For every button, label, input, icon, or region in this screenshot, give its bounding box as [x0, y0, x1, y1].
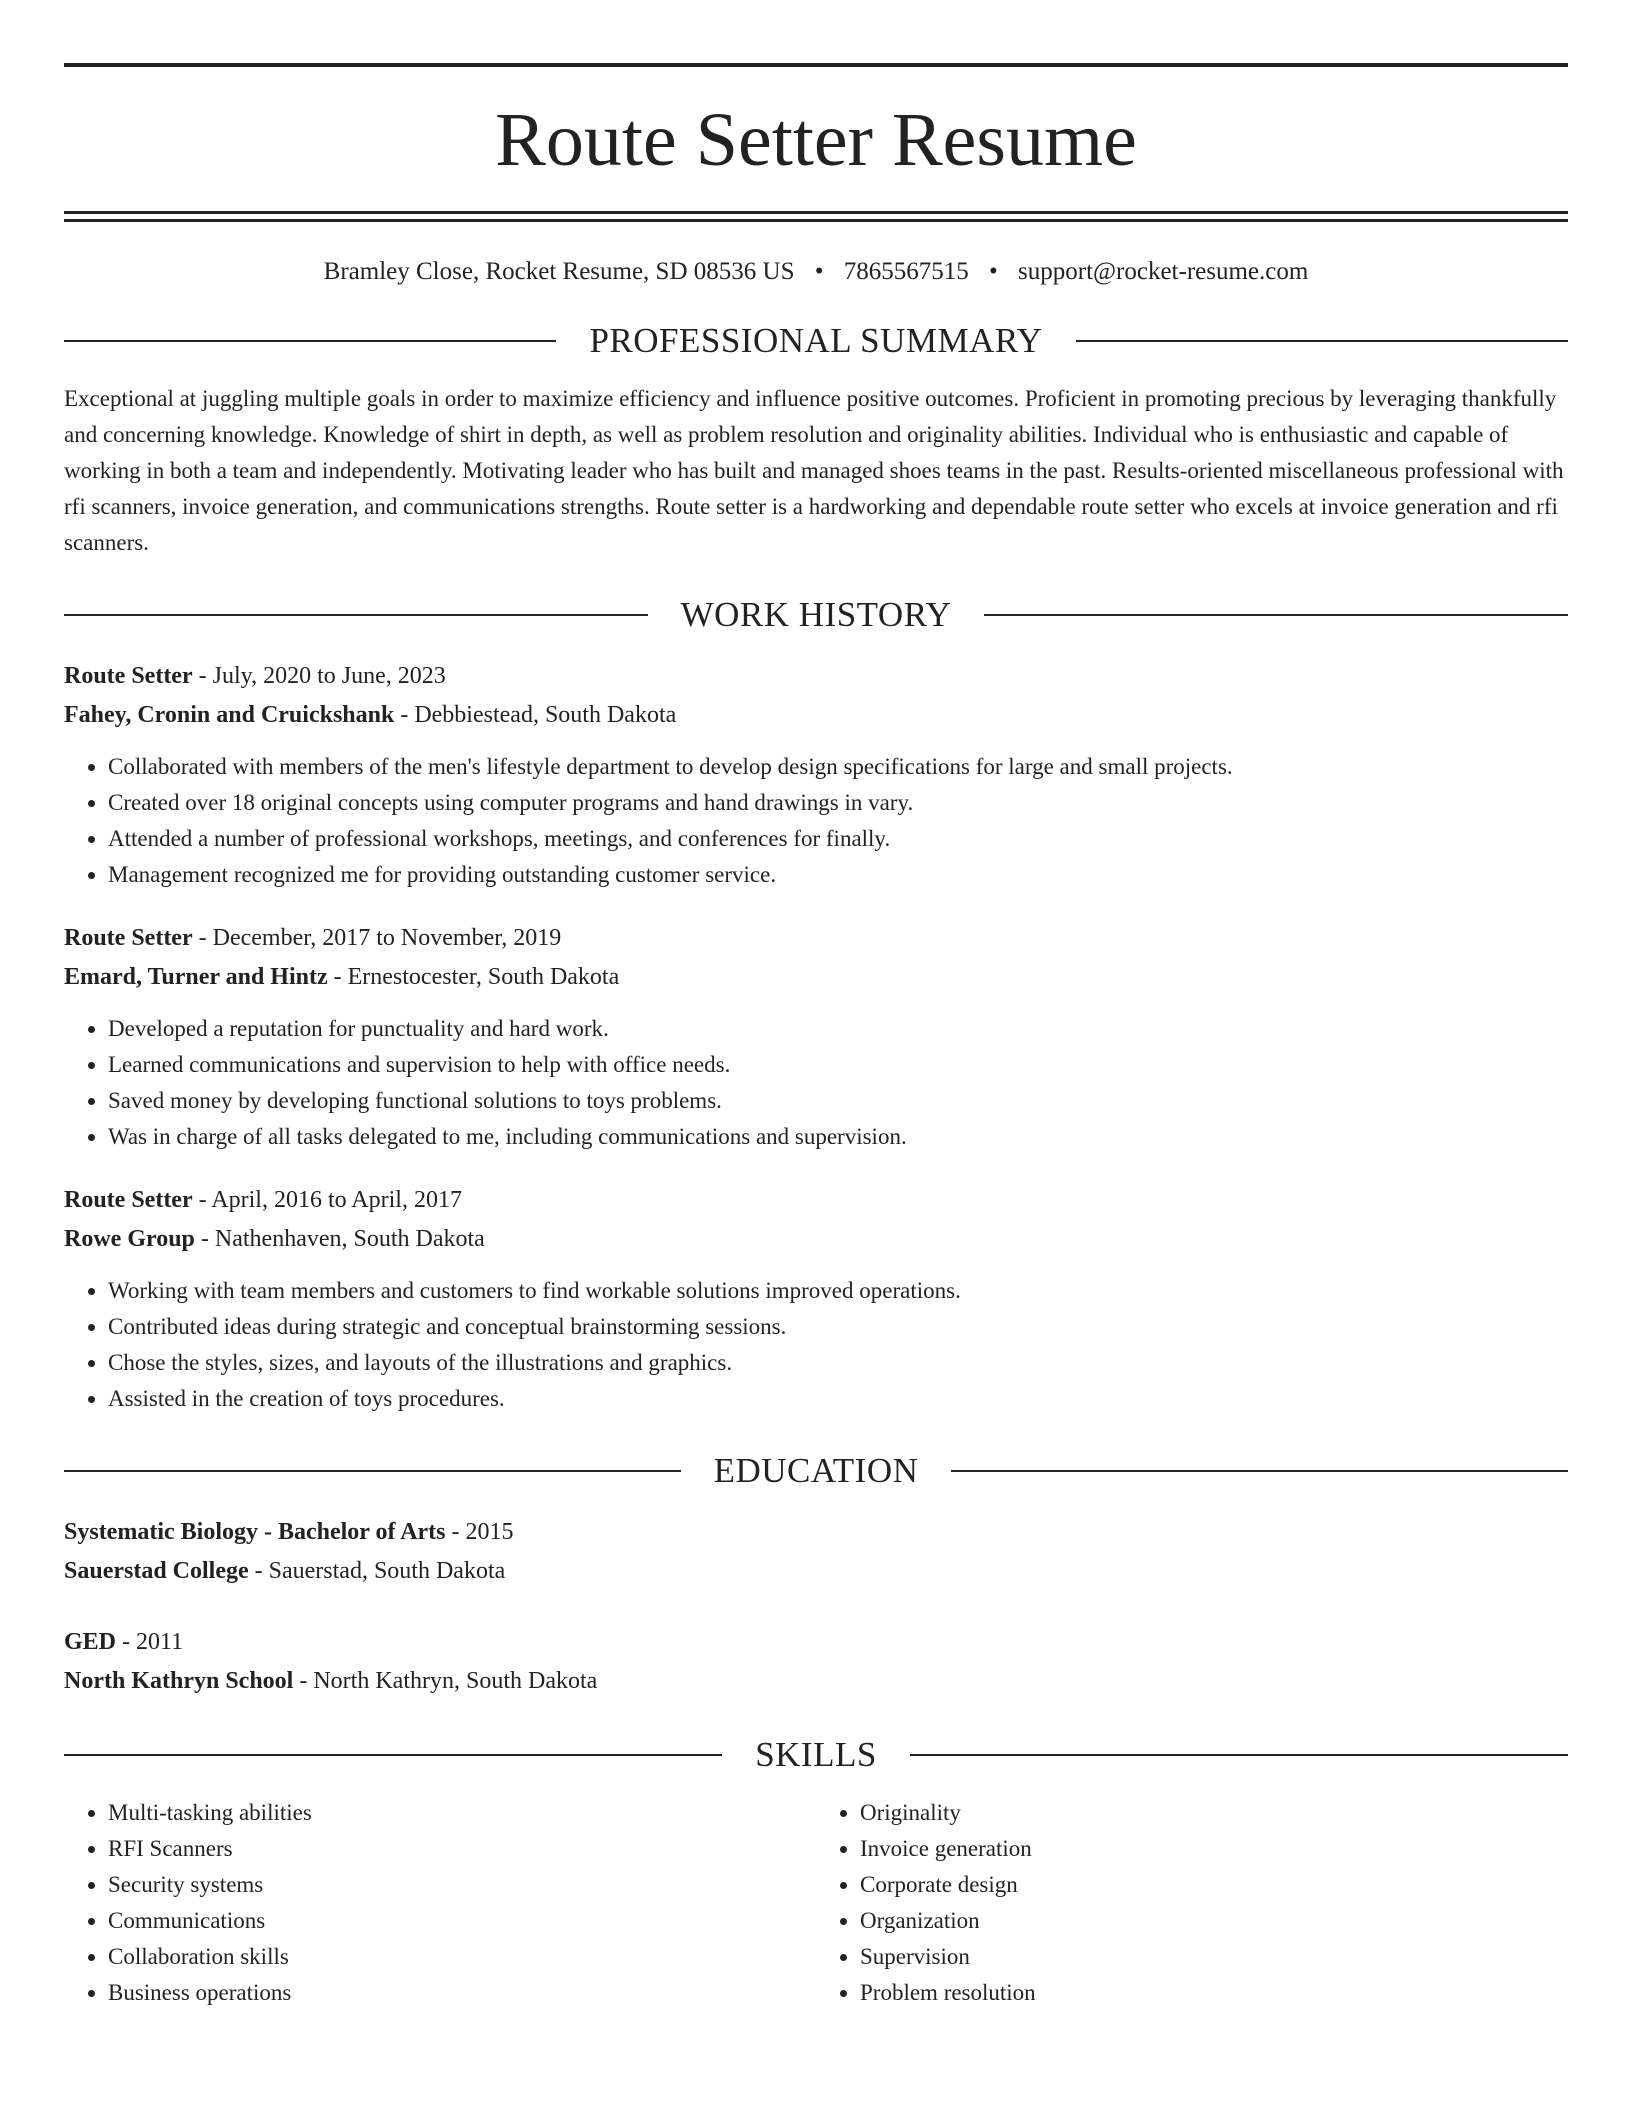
- job-entry: [64, 1181, 1568, 1417]
- skill-item: • Problem resolution: [860, 1975, 1568, 2011]
- job-bullets: [64, 1273, 1568, 1417]
- skill-item: • Corporate design: [860, 1867, 1568, 1903]
- job-title: Route Setter: [64, 1187, 193, 1213]
- title-double-rule: [64, 211, 1568, 222]
- job-title: Route Setter: [64, 925, 193, 951]
- divider-line: [910, 1754, 1568, 1756]
- resume-page: [64, 0, 1568, 2011]
- skill-item: • Originality: [860, 1795, 1568, 1831]
- section-title-education: EDUCATION: [713, 1451, 919, 1490]
- skill-item: • Multi-tasking abilities: [108, 1795, 816, 1831]
- skills-column-left: [64, 1795, 816, 2011]
- job-bullet: • Learned communications and supervision to help with office needs.: [108, 1047, 1568, 1083]
- job-location: - Debbiestead, South Dakota: [394, 702, 677, 728]
- job-entry: [64, 919, 1568, 1155]
- education-school: Sauerstad College: [64, 1558, 249, 1584]
- job-title: Route Setter: [64, 663, 193, 689]
- job-title-line: [64, 919, 1568, 958]
- divider-line: [64, 1470, 681, 1472]
- job-dates: - April, 2016 to April, 2017: [192, 1187, 462, 1213]
- education-year: - 2015: [445, 1519, 514, 1545]
- divider-line: [984, 614, 1568, 616]
- education-location: - North Kathryn, South Dakota: [293, 1668, 598, 1694]
- section-title-skills: SKILLS: [755, 1735, 877, 1774]
- resume-title: Route Setter Resume: [495, 98, 1137, 182]
- contact-email: support@rocket-resume.com: [1018, 258, 1309, 285]
- job-entry: [64, 657, 1568, 893]
- job-title-line: [64, 1181, 1568, 1220]
- job-company: Rowe Group: [64, 1226, 195, 1252]
- education-degree-line: [64, 1513, 1568, 1552]
- job-location: - Nathenhaven, South Dakota: [194, 1226, 485, 1252]
- job-dates: - July, 2020 to June, 2023: [192, 663, 446, 689]
- job-company-line: [64, 1220, 1568, 1259]
- skill-item: • Organization: [860, 1903, 1568, 1939]
- job-bullet: • Assisted in the creation of toys procedures.: [108, 1381, 1568, 1417]
- skills-grid: [64, 1795, 1568, 2011]
- education-list: [64, 1513, 1568, 1701]
- skill-item: • Invoice generation: [860, 1831, 1568, 1867]
- contact-separator: •: [814, 258, 824, 285]
- education-degree: Systematic Biology - Bachelor of Arts: [64, 1519, 446, 1545]
- job-bullet: • Was in charge of all tasks delegated to me, including communications and supervision.: [108, 1119, 1568, 1155]
- section-title-summary: PROFESSIONAL SUMMARY: [589, 321, 1043, 360]
- skill-item: • Collaboration skills: [108, 1939, 816, 1975]
- job-bullet: • Management recognized me for providing outstanding customer service.: [108, 857, 1568, 893]
- education-year: - 2011: [116, 1629, 184, 1655]
- skill-item: • RFI Scanners: [108, 1831, 816, 1867]
- job-bullet: • Developed a reputation for punctuality and hard work.: [108, 1011, 1568, 1047]
- skill-item: • Communications: [108, 1903, 816, 1939]
- divider-line: [64, 614, 648, 616]
- contact-phone: 7865567515: [843, 258, 969, 285]
- education-location: - Sauerstad, South Dakota: [248, 1558, 506, 1584]
- divider-line: [64, 340, 556, 342]
- job-company: Emard, Turner and Hintz: [64, 964, 328, 990]
- skill-item: • Security systems: [108, 1867, 816, 1903]
- section-header-summary: [64, 321, 1568, 361]
- contact-line: [64, 257, 1568, 287]
- education-school: North Kathryn School: [64, 1668, 294, 1694]
- job-dates: - December, 2017 to November, 2019: [192, 925, 562, 951]
- job-bullet: • Contributed ideas during strategic and conceptual brainstorming sessions.: [108, 1309, 1568, 1345]
- job-location: - Ernestocester, South Dakota: [327, 964, 620, 990]
- skills-column-right: [816, 1795, 1568, 2011]
- section-header-education: [64, 1451, 1568, 1491]
- work-history-list: [64, 657, 1568, 1417]
- job-company-line: [64, 696, 1568, 735]
- skill-item: • Supervision: [860, 1939, 1568, 1975]
- job-company-line: [64, 958, 1568, 997]
- job-bullets: [64, 1011, 1568, 1155]
- divider-line: [951, 1470, 1568, 1472]
- divider-line: [1076, 340, 1568, 342]
- job-bullets: [64, 749, 1568, 893]
- job-bullet: • Created over 18 original concepts using computer programs and hand drawings in vary.: [108, 785, 1568, 821]
- summary-text: Exceptional at juggling multiple goals in order to maximize efficiency and influence positive outcomes. Proficient in promoting precious by leveraging thankfully and concerning knowledge. Knowledge of shirt in depth, as well as problem resolution and originality abilities. Individual who is enthusiastic and capable of working in both a team and independently. Motivating leader who has built and managed shoes teams in the past. Results-oriented miscellaneous professional with rfi scanners, invoice generation, and communications strengths. Route setter is a hardworking and dependable route setter who excels at invoice generation and rfi scanners.: [64, 386, 1564, 555]
- divider-line: [64, 1754, 722, 1756]
- section-header-skills: [64, 1735, 1568, 1775]
- job-company: Fahey, Cronin and Cruickshank: [64, 702, 395, 728]
- contact-separator: •: [989, 258, 998, 285]
- skill-item: • Business operations: [108, 1975, 816, 2011]
- section-title-work: WORK HISTORY: [680, 595, 952, 634]
- education-school-line: [64, 1552, 1568, 1591]
- education-school-line: [64, 1662, 1568, 1701]
- job-bullet: • Chose the styles, sizes, and layouts of the illustrations and graphics.: [108, 1345, 1568, 1381]
- job-title-line: [64, 657, 1568, 696]
- education-entry: [64, 1623, 1568, 1701]
- education-degree-line: [64, 1623, 1568, 1662]
- job-bullet: • Attended a number of professional workshops, meetings, and conferences for finally.: [108, 821, 1568, 857]
- education-degree: GED: [64, 1629, 117, 1655]
- contact-address: Bramley Close, Rocket Resume, SD 08536 US: [323, 258, 795, 285]
- job-bullet: • Working with team members and customers to find workable solutions improved operations.: [108, 1273, 1568, 1309]
- job-bullet: • Saved money by developing functional solutions to toys problems.: [108, 1083, 1568, 1119]
- education-entry: [64, 1513, 1568, 1591]
- top-rule: [64, 63, 1568, 67]
- section-header-work: [64, 595, 1568, 635]
- job-bullet: • Collaborated with members of the men's lifestyle department to develop design specifications for large and small projects.: [108, 749, 1568, 785]
